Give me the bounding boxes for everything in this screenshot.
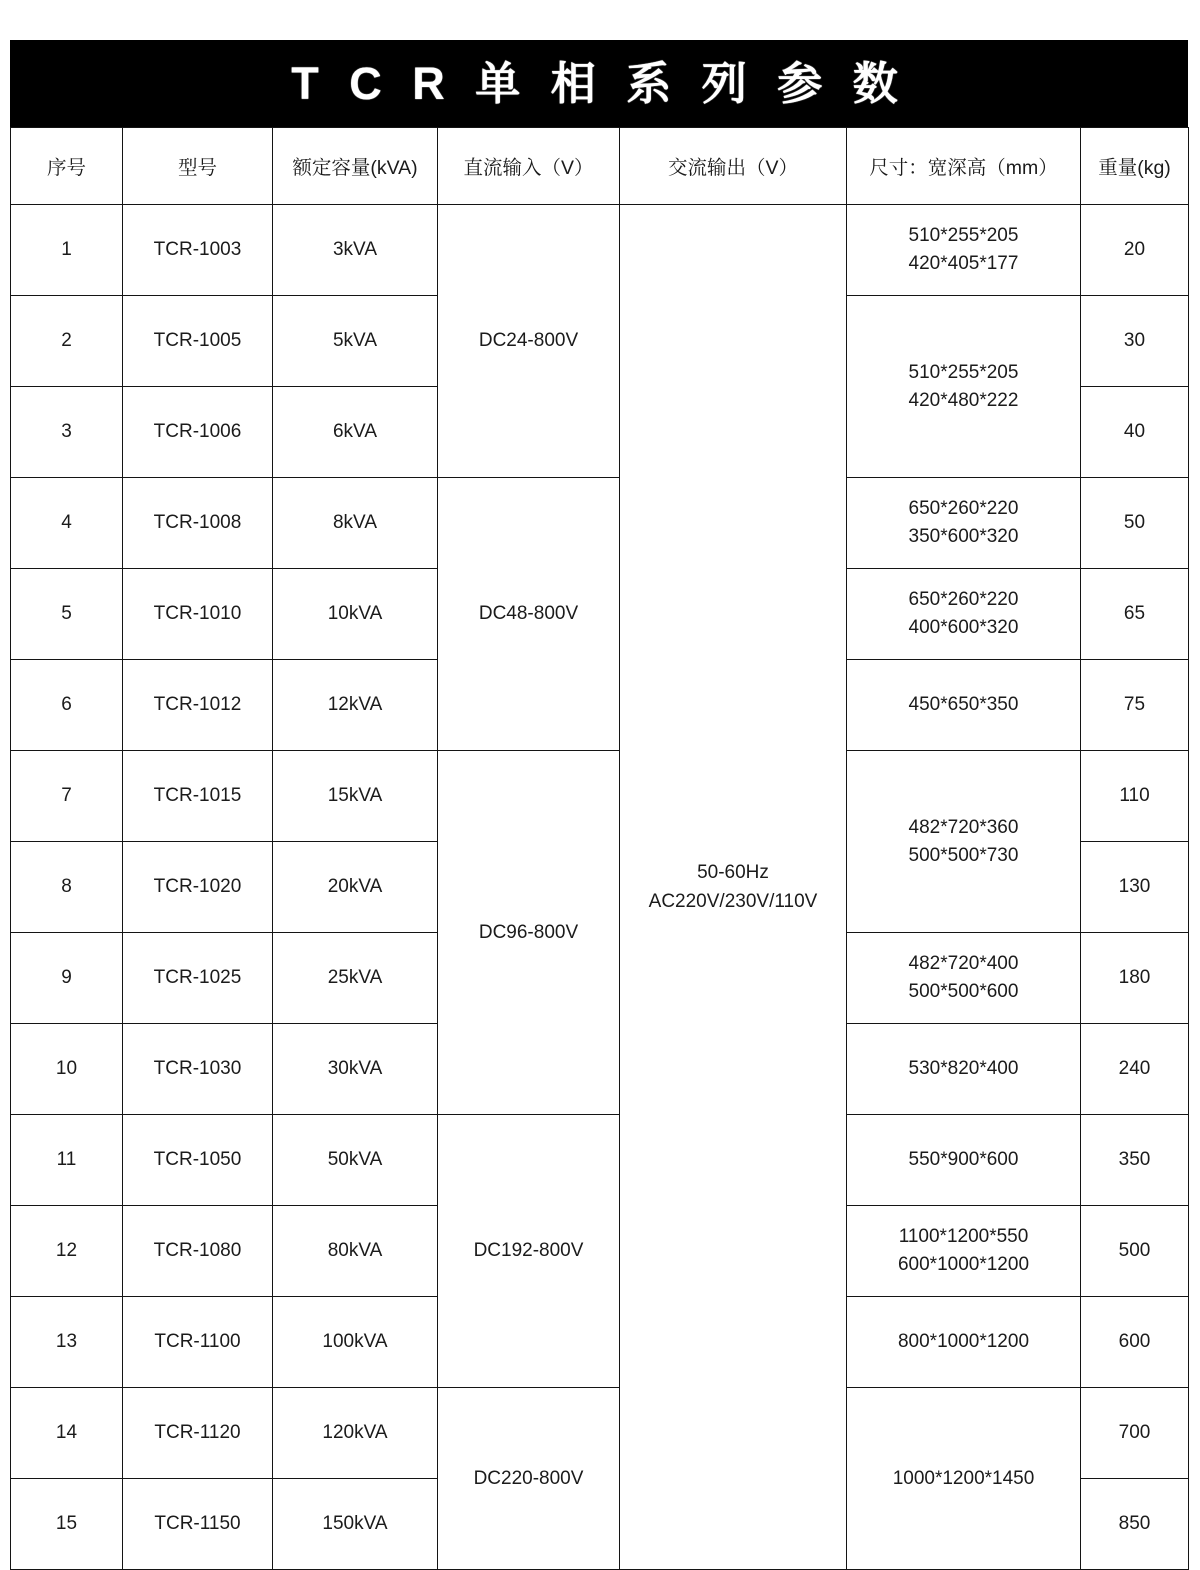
cell-model: TCR-1150 [123,1479,273,1570]
cell-model: TCR-1025 [123,933,273,1024]
tcr-single-phase-spec-table [10,127,1189,1570]
column-header-dimensions: 尺寸：宽深高（mm） [847,128,1081,205]
cell-no: 15 [11,1479,123,1570]
cell-no: 5 [11,569,123,660]
ac-output-line: 50-60Hz [697,861,769,883]
cell-capacity: 15kVA [273,751,438,842]
dimension-line: 1000*1200*1450 [892,1467,1035,1489]
cell-weight: 130 [1081,842,1189,933]
column-header-weight: 重量(kg) [1081,128,1189,205]
cell-dimensions [847,1297,1081,1388]
dimension-line: 800*1000*1200 [897,1331,1030,1353]
cell-no: 7 [11,751,123,842]
cell-dimensions [847,751,1081,933]
cell-model: TCR-1015 [123,751,273,842]
cell-weight: 500 [1081,1206,1189,1297]
table-header [11,128,1189,205]
cell-capacity: 150kVA [273,1479,438,1570]
cell-weight: 240 [1081,1024,1189,1115]
cell-capacity: 3kVA [273,205,438,296]
dimension-line: 350*600*320 [908,526,1019,547]
dimension-line: 530*820*400 [908,1058,1019,1080]
cell-capacity: 80kVA [273,1206,438,1297]
cell-weight: 20 [1081,205,1189,296]
cell-dimensions [847,296,1081,478]
cell-dimensions [847,1388,1081,1570]
cell-capacity: 10kVA [273,569,438,660]
cell-weight: 40 [1081,387,1189,478]
cell-dimensions [847,660,1081,751]
dimension-line: 550*900*600 [908,1149,1019,1171]
column-header-no: 序号 [11,128,123,205]
cell-dimensions [847,1206,1081,1297]
ac-output-line: AC220V/230V/110V [648,891,818,912]
table-row [11,478,1189,569]
cell-model: TCR-1008 [123,478,273,569]
table-row [11,751,1189,842]
cell-capacity: 8kVA [273,478,438,569]
cell-weight: 30 [1081,296,1189,387]
cell-dc-input: DC48-800V [438,478,620,751]
table-body [11,205,1189,1570]
dimension-line: 650*260*220 [908,589,1019,611]
cell-dc-input: DC220-800V [438,1388,620,1570]
cell-capacity: 120kVA [273,1388,438,1479]
cell-model: TCR-1020 [123,842,273,933]
cell-no: 10 [11,1024,123,1115]
dimension-line: 510*255*205 [908,361,1019,383]
table-row [11,205,1189,296]
cell-weight: 110 [1081,751,1189,842]
cell-no: 13 [11,1297,123,1388]
cell-weight: 65 [1081,569,1189,660]
column-header-capacity: 额定容量(kVA) [273,128,438,205]
cell-weight: 75 [1081,660,1189,751]
cell-dimensions [847,478,1081,569]
dimension-line: 650*260*220 [908,498,1019,520]
cell-capacity: 12kVA [273,660,438,751]
dimension-line: 420*405*177 [908,253,1019,274]
cell-model: TCR-1030 [123,1024,273,1115]
table-header-row [11,128,1189,205]
cell-capacity: 100kVA [273,1297,438,1388]
cell-weight: 350 [1081,1115,1189,1206]
cell-no: 9 [11,933,123,1024]
cell-model: TCR-1010 [123,569,273,660]
cell-model: TCR-1100 [123,1297,273,1388]
dimension-line: 600*1000*1200 [897,1254,1030,1275]
cell-capacity: 25kVA [273,933,438,1024]
table-row [11,1115,1189,1206]
cell-dimensions [847,1115,1081,1206]
dimension-line: 450*650*350 [908,694,1019,716]
cell-no: 6 [11,660,123,751]
cell-no: 3 [11,387,123,478]
cell-ac-output [620,205,847,1570]
dimension-line: 500*500*600 [908,981,1019,1002]
cell-capacity: 6kVA [273,387,438,478]
cell-dc-input: DC192-800V [438,1115,620,1388]
cell-model: TCR-1003 [123,205,273,296]
cell-weight: 50 [1081,478,1189,569]
cell-capacity: 20kVA [273,842,438,933]
cell-no: 4 [11,478,123,569]
cell-model: TCR-1005 [123,296,273,387]
cell-model: TCR-1006 [123,387,273,478]
cell-weight: 600 [1081,1297,1189,1388]
dimension-line: 510*255*205 [908,225,1019,247]
cell-no: 14 [11,1388,123,1479]
cell-no: 8 [11,842,123,933]
cell-weight: 700 [1081,1388,1189,1479]
dimension-line: 500*500*730 [908,844,1019,866]
dimension-line: 420*480*222 [908,389,1019,411]
dimension-line: 482*720*400 [908,953,1019,975]
cell-dimensions [847,1024,1081,1115]
cell-no: 12 [11,1206,123,1297]
cell-capacity: 5kVA [273,296,438,387]
cell-no: 2 [11,296,123,387]
column-header-dc-input: 直流输入（V） [438,128,620,205]
cell-no: 11 [11,1115,123,1206]
cell-dimensions [847,205,1081,296]
column-header-model: 型号 [123,128,273,205]
dimension-line: 400*600*320 [908,617,1019,638]
cell-dimensions [847,933,1081,1024]
cell-no: 1 [11,205,123,296]
cell-capacity: 30kVA [273,1024,438,1115]
page-title: T C R 单 相 系 列 参 数 [291,58,907,109]
title-banner [10,40,1188,127]
cell-model: TCR-1080 [123,1206,273,1297]
cell-dc-input: DC96-800V [438,751,620,1115]
cell-capacity: 50kVA [273,1115,438,1206]
column-header-ac-output: 交流输出（V） [620,128,847,205]
cell-dc-input: DC24-800V [438,205,620,478]
cell-weight: 180 [1081,933,1189,1024]
dimension-line: 1100*1200*550 [898,1226,1029,1248]
cell-model: TCR-1012 [123,660,273,751]
dimension-line: 482*720*360 [908,816,1019,838]
cell-model: TCR-1050 [123,1115,273,1206]
cell-model: TCR-1120 [123,1388,273,1479]
table-row [11,1388,1189,1479]
cell-weight: 850 [1081,1479,1189,1570]
cell-dimensions [847,569,1081,660]
